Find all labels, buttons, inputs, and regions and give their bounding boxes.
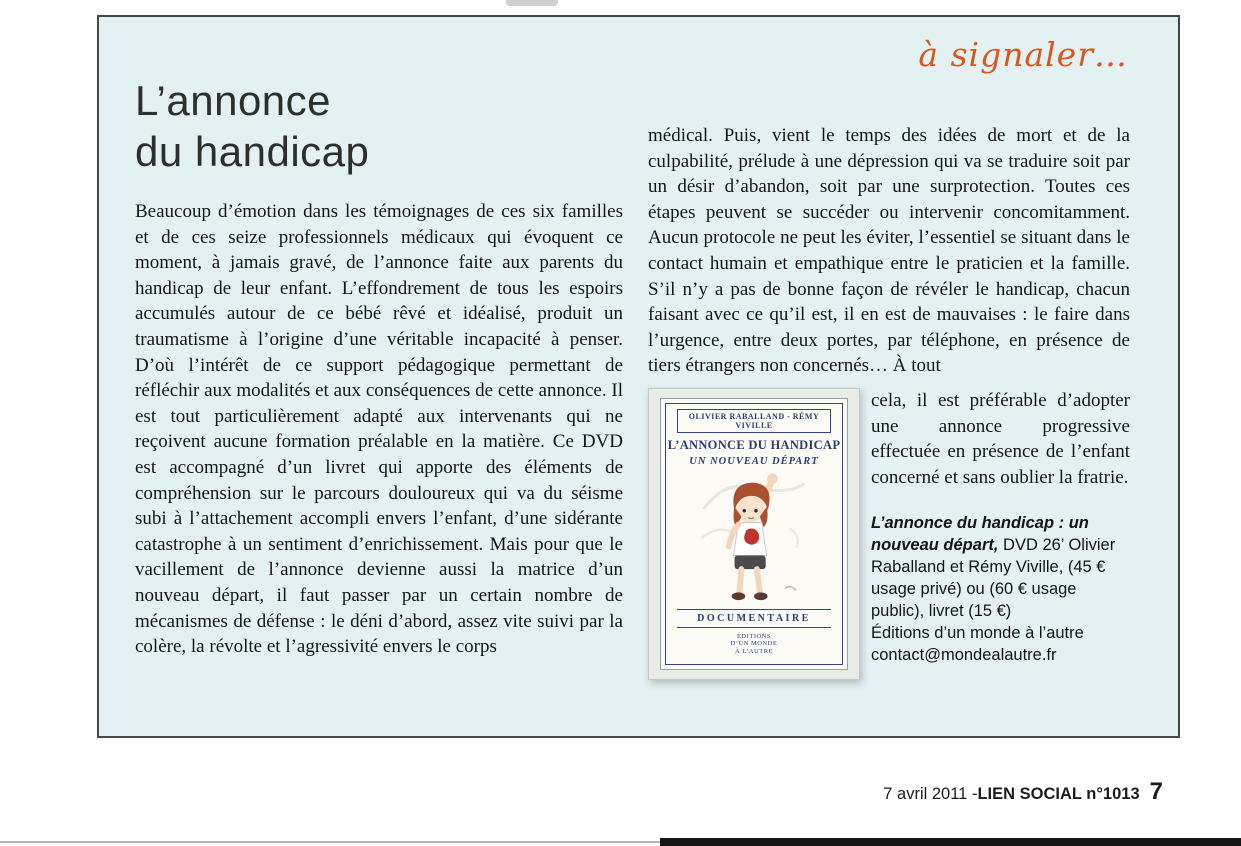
scan-edge-line — [0, 841, 665, 843]
article-text-left: Beaucoup d’émotion dans les témoignages de ces six familles et de ces seize professionnels médicaux qui évoquent ce moment, à jamais gravé, de l’annonce faite aux parents du handicap de leur enfant. L’effondrement de tous les espoirs accumulés autour de ce bébé rêvé et idéalisé, produit un traumatisme à l’origine d’une véritable incapacité à penser. D’où l’intérêt de ce support pédagogique permettant de réfléchir aux modalités et aux conséquences de cette annonce. Il est tout particulièrement adapté aux intervenants qui ne reçoivent aucune formation préalable en la matière. Ce DVD est accompagné d’un livret qui apporte des éléments de compréhension sur le parcours douloureux qui va du séisme subi à l’attachement accompli envers l’enfant, d’une sidérante catastrophe à un sentiment d’enrichissement. Mais pour que le vacillement de l’annonce devienne aussi la matrice d’un nouveau départ, il faut passer par un certain nombre de mécanismes de défense : le déni d’abord, assez vite suivi par la colère, la révolte et l’agressivité envers le corps — [135, 201, 623, 658]
caption-details: DVD 26’ Olivier Raballand et Rémy Viville, (45 € usage privé) ou (60 € usage public), livret (15 €) — [871, 536, 1116, 621]
right-narrow-stack — [871, 388, 1130, 680]
article-title-line1: L’annonce — [135, 77, 332, 124]
dvd-subtitle: UN NOUVEAU DÉPART — [689, 455, 819, 467]
scan-edge-black — [660, 838, 1241, 846]
article-column-right — [648, 123, 1130, 680]
page-footer — [883, 778, 1163, 806]
caption-contact: contact@mondealautre.fr — [871, 646, 1057, 665]
dvd-and-text-row — [648, 388, 1130, 680]
girl-illustration — [695, 470, 813, 606]
dvd-publisher-logo — [731, 633, 778, 656]
dvd-caption — [871, 512, 1130, 666]
footer-date: 7 avril 2011 - — [883, 785, 978, 803]
dvd-genre: DOCUMENTAIRE — [677, 609, 832, 628]
dvd-publisher-line2: D’UN MONDE — [730, 640, 778, 648]
page-frame — [97, 15, 1180, 738]
caption-main — [871, 512, 1130, 622]
dvd-title: L’ANNONCE DU HANDICAP — [667, 437, 841, 452]
footer-page-number: 7 — [1149, 778, 1163, 805]
article-text-right-top: médical. Puis, vient le temps des idées de mort et de la culpabilité, prélude à une dépression qui va se traduire soit par un désir d’abandon, soit par une surprotection. Toutes ces étapes peuvent se succéder ou intervenir concomitamment. Aucun protocole ne peut les éviter, l’essentiel se situant dans le contact humain et empathique entre le praticien et la famille. S’il n’y a pas de bonne façon de révéler le handicap, chacun faisant avec ce qu’il est, il en est de mauvaises : le faire dans l’urgence, entre deux portes, par téléphone, en présence de tiers étrangers non concernés… À tout — [648, 125, 1130, 377]
scan-smudge-top — [506, 0, 558, 6]
dvd-publisher-line3: À L’AUTRE — [734, 647, 774, 655]
dvd-cover-photo — [648, 388, 860, 680]
dvd-authors: OLIVIER RABALLAND - RÉMY VIVILLE — [677, 409, 832, 433]
article-title — [135, 75, 369, 177]
article-column-left — [135, 199, 623, 660]
footer-journal: LIEN SOCIAL n°1013 — [977, 785, 1140, 803]
article-title-line2: du handicap — [135, 128, 370, 175]
dvd-publisher-line1: ÉDITIONS — [737, 632, 771, 640]
article-text-right-narrow: cela, il est préférable d’adopter une annonce progressive effectuée en présence de l’enfant concerné et sans oublier la fratrie. — [871, 389, 1130, 488]
caption-publisher: Éditions d’un monde à l’autre — [871, 624, 1084, 643]
section-flag: à signaler… — [918, 35, 1128, 74]
caption-title: L’annonce du handicap : un nouveau départ, — [871, 514, 1089, 555]
dvd-cover-frame — [665, 403, 843, 665]
dvd-cover — [660, 398, 848, 670]
